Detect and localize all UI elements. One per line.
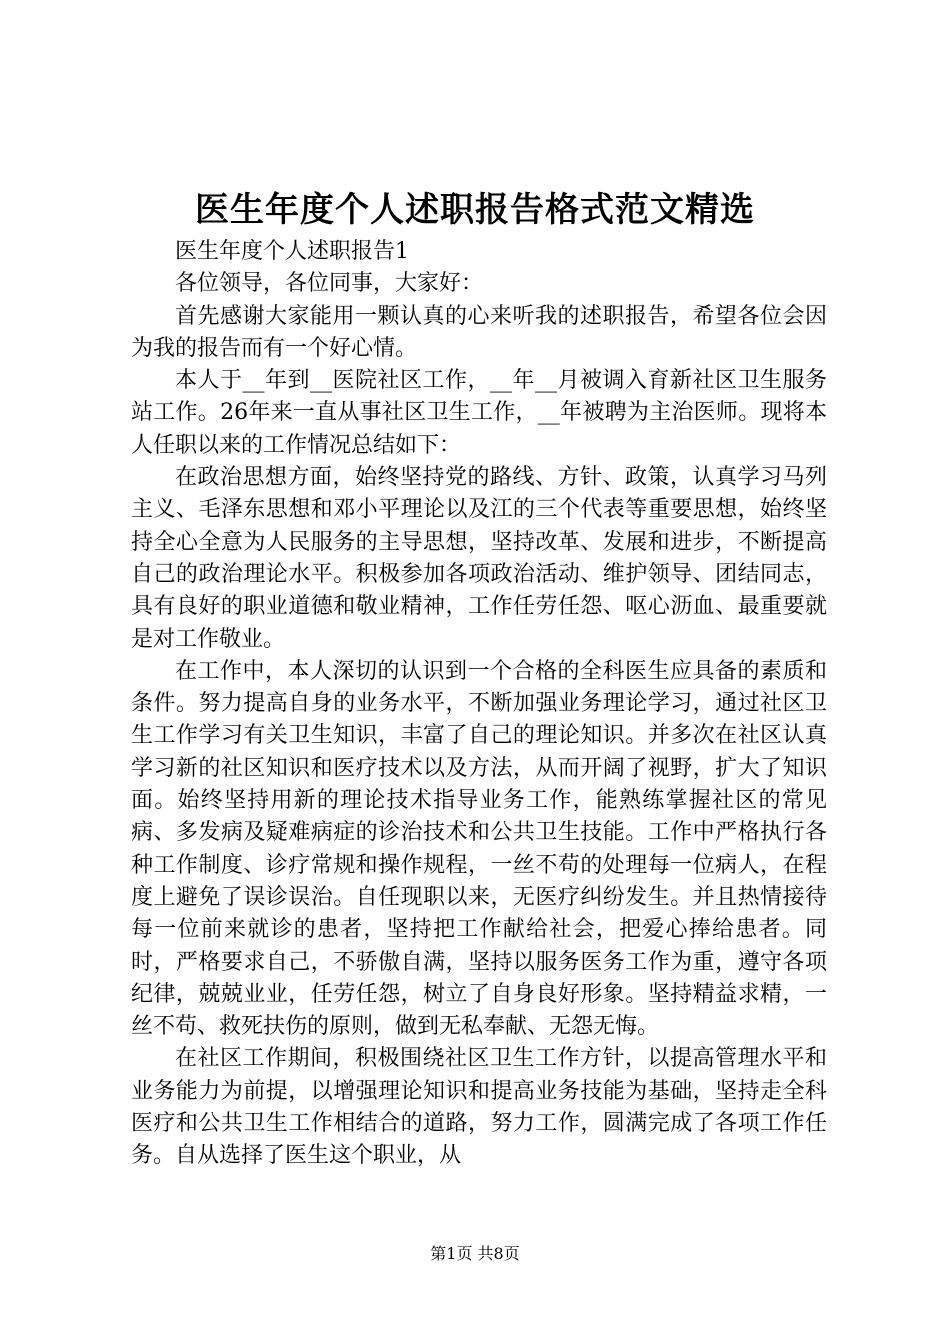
document-title: 医生年度个人述职报告格式范文精选 [195,190,755,230]
salutation: 各位领导，各位同事，大家好： [175,271,484,297]
body-paragraph: 在工作中，本人深切的认识到一个合格的全科医生应具备的素质和条件。努力提高自身的业务水平，不断加强业务理论学习，通过社区卫生工作学习有关卫生知识，丰富了自己的理论知识。并多次在社区认真学习新的社区知识和医疗技术以及方法，从而开阔了视野，扩大了知识面。始终坚持用新的理论技术指导业务工作，能熟练掌握社区的常见病、多发病及疑难病症的诊治技术和公共卫生技能。工作中严格执行各种工作制度、诊疗常规和操作规程，一丝不苟的处理每一位病人，在程度上避免了误诊误治。自任现职以来，无医疗纠纷发生。并且热情接待每一位前来就诊的患者，坚持把工作献给社会，把爱心捧给患者。同时，严格要求自己，不骄傲自满，坚持以服务医务工作为重，遵守各项纪律，兢兢业业，任劳任怨，树立了自身良好形象。坚持精益求精，一丝不苟、救死扶伤的原则，做到无私奉献、无怨无悔。 [131,658,827,1040]
page-number-footer: 第1页 共8页 [430,1244,520,1263]
body-paragraph: 在政治思想方面，始终坚持党的路线、方针、政策，认真学习马列主义、毛泽东思想和邓小平理论以及江的三个代表等重要思想，始终坚持全心全意为人民服务的主导思想，坚持改革、发展和进步，不断提高自己的政治理论水平。积极参加各项政治活动、维护领导、团结同志，具有良好的职业道德和敬业精神，工作任劳任怨、呕心沥血、最重要就是对工作敬业。 [131,465,827,652]
body-paragraph: 本人于__年到__医院社区工作，__年__月被调入育新社区卫生服务站工作。26年来一直从事社区卫生工作，__年被聘为主治医师。现将本人任职以来的工作情况总结如下： [131,368,827,458]
body-paragraph: 首先感谢大家能用一颗认真的心来听我的述职报告，希望各位会因为我的报告而有一个好心情。 [131,303,827,361]
document-body [131,236,827,1173]
report-subtitle: 医生年度个人述职报告1 [175,239,409,264]
body-paragraph: 在社区工作期间，积极围绕社区卫生工作方针，以提高管理水平和业务能力为前提，以增强理论知识和提高业务技能为基础，坚持走全科医疗和公共卫生工作相结合的道路，努力工作，圆满完成了各项工作任务。自从选择了医生这个职业，从 [131,1046,827,1169]
